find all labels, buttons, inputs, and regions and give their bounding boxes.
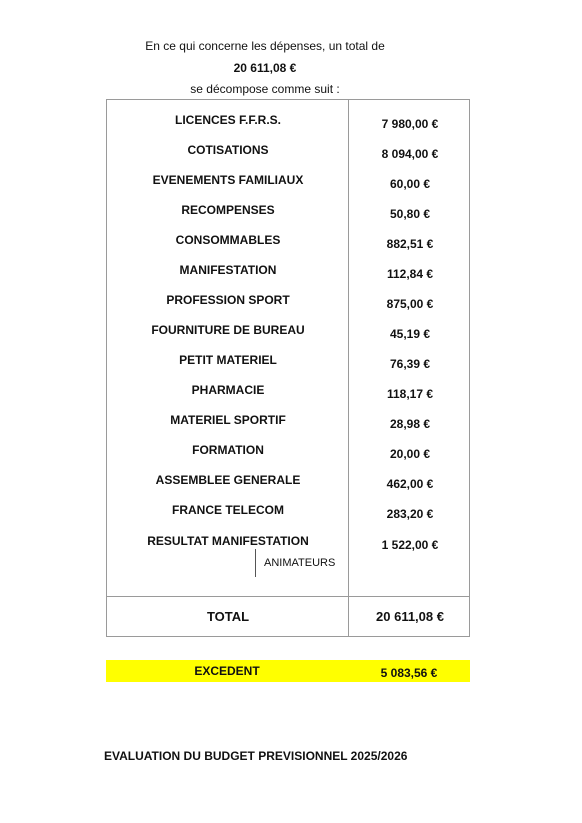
excedent-row — [106, 660, 470, 682]
row-amount: 45,19 € — [389, 327, 431, 341]
row-label: FOURNITURE DE BUREAU — [151, 323, 305, 337]
table-row — [107, 503, 471, 523]
row-amount: 60,00 € — [389, 177, 431, 191]
row-label: MATERIEL SPORTIF — [170, 413, 286, 427]
table-row — [107, 233, 471, 253]
row-label: RESULTAT MANIFESTATION — [147, 534, 309, 548]
row-amount: 50,80 € — [389, 207, 431, 221]
row-amount: 118,17 € — [386, 387, 434, 401]
total-label: TOTAL — [206, 609, 250, 624]
row-label: COTISATIONS — [187, 143, 269, 157]
row-label: PHARMACIE — [191, 383, 265, 397]
table-row — [107, 413, 471, 433]
row-label: ASSEMBLEE GENERALE — [155, 473, 301, 487]
row-label: LICENCES F.F.R.S. — [174, 113, 281, 127]
expense-table — [106, 99, 470, 637]
row-label: PROFESSION SPORT — [166, 293, 290, 307]
row-amount: 462,00 € — [386, 477, 434, 491]
table-row — [107, 173, 471, 193]
intro-total: 20 611,08 € — [233, 61, 297, 75]
table-row — [107, 113, 471, 133]
row-label: FRANCE TELECOM — [172, 503, 284, 517]
table-row — [107, 443, 471, 463]
row-label: PETIT MATERIEL — [179, 353, 277, 367]
table-row — [107, 263, 471, 283]
table-row — [107, 143, 471, 163]
row-label: MANIFESTATION — [179, 263, 277, 277]
row-amount: 7 980,00 € — [381, 117, 439, 131]
table-row — [107, 293, 471, 313]
row-label: RECOMPENSES — [181, 203, 275, 217]
row-label: CONSOMMABLES — [175, 233, 281, 247]
table-row — [107, 203, 471, 223]
row-amount: 283,20 € — [386, 507, 434, 521]
row-label: EVENEMENTS FAMILIAUX — [152, 173, 304, 187]
row-amount: 8 094,00 € — [381, 147, 439, 161]
table-row — [107, 473, 471, 493]
row-amount: 20,00 € — [389, 447, 431, 461]
row-amount: 28,98 € — [389, 417, 431, 431]
intro-text: En ce qui concerne les dépenses, un total de — [145, 39, 385, 53]
row-amount: 1 522,00 € — [381, 538, 439, 552]
excedent-amount: 5 083,56 € — [380, 666, 438, 680]
table-row — [107, 383, 471, 403]
sub-label: ANIMATEURS — [255, 549, 335, 577]
total-divider — [107, 596, 469, 597]
row-amount: 76,39 € — [389, 357, 431, 371]
intro-subtext: se décompose comme suit : — [190, 82, 340, 96]
row-amount: 882,51 € — [386, 237, 434, 251]
excedent-label: EXCEDENT — [194, 664, 260, 678]
total-amount: 20 611,08 € — [376, 609, 444, 624]
row-amount: 875,00 € — [386, 297, 434, 311]
table-row — [107, 353, 471, 373]
row-label: FORMATION — [192, 443, 264, 457]
footer-title: EVALUATION DU BUDGET PREVISIONNEL 2025/2026 — [104, 749, 408, 763]
row-amount: 112,84 € — [386, 267, 434, 281]
table-row — [107, 323, 471, 343]
